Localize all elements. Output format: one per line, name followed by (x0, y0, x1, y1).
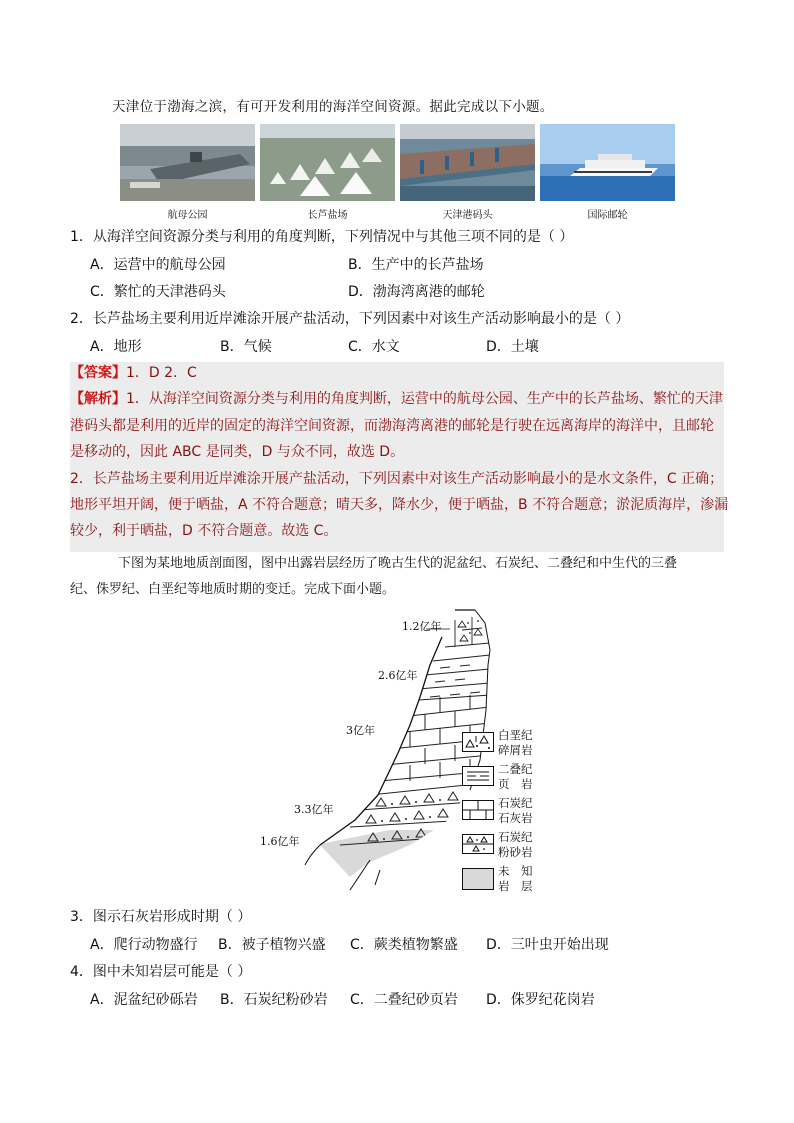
q4-option-a: A．泥盆纪砂砾岩 (90, 992, 198, 1008)
explain-line: 是移动的，因此 ABC 是同类，D 与众不同，故选 D。 (70, 444, 405, 460)
aircraft-carrier-photo (120, 124, 255, 201)
figure-legend (460, 728, 560, 896)
q2-option-c: C．水文 (348, 339, 400, 355)
answer-label: 【答案】 (70, 365, 126, 381)
q2-option-a: A．地形 (90, 339, 142, 355)
age-label-3-3: 3.3亿年 (294, 803, 334, 816)
legend-line-1: 石炭纪 (498, 830, 533, 844)
q3-option-d: D．三叶虫开始出现 (486, 937, 609, 953)
legend-line-1: 白垩纪 (498, 728, 533, 742)
photo-caption: 天津港码头 (442, 210, 493, 221)
answer-text: 1．D 2．C (126, 365, 197, 381)
question-3-stem: 3．图示石灰岩形成时期（ ） (70, 909, 252, 925)
explain-line: 地形平坦开阔，便于晒盐，A 不符合题意；晴天多，降水少，便于晒盐，B 不符合题意；淤泥质海岸，渗漏 (70, 497, 729, 513)
age-label-1-6: 1.6亿年 (260, 835, 300, 848)
port-terminal-photo (400, 124, 535, 201)
question-2-stem: 2．长芦盐场主要利用近岸滩涂开展产盐活动，下列因素中对该生产活动影响最小的是（ ） (70, 311, 630, 327)
photo-caption: 航母公园 (167, 210, 208, 221)
q3-option-b: B．被子植物兴盛 (218, 937, 326, 953)
q1-option-a: A．运营中的航母公园 (90, 257, 226, 273)
question-4-stem: 4．图中未知岩层可能是（ ） (70, 964, 252, 980)
q1-option-c: C．繁忙的天津港码头 (90, 284, 226, 300)
q4-option-b: B．石炭纪粉砂岩 (220, 992, 328, 1008)
unknown-layer-icon (462, 868, 494, 890)
explain-line: 2．长芦盐场主要利用近岸滩涂开展产盐活动，下列因素中对该生产活动影响最小的是水文条件，C 正确； (70, 471, 724, 487)
shale-icon (462, 766, 494, 786)
explain-label: 【解析】 (70, 391, 126, 407)
legend-line-2: 页 岩 (498, 777, 533, 791)
legend-line-1: 未 知 (498, 864, 533, 878)
legend-line-2: 碎屑岩 (498, 743, 533, 757)
q4-option-c: C．二叠纪砂页岩 (350, 992, 458, 1008)
q3-option-a: A．爬行动物盛行 (90, 937, 198, 953)
legend-line-1: 二叠纪 (498, 762, 533, 776)
siltstone-icon (462, 834, 494, 854)
q2-option-d: D．土壤 (486, 339, 539, 355)
legend-line-2: 粉砂岩 (498, 845, 533, 859)
photo-strip (120, 124, 676, 220)
q3-option-c: C．蕨类植物繁盛 (350, 937, 458, 953)
age-label-2-6: 2.6亿年 (378, 669, 418, 682)
clastic-rock-icon (462, 732, 494, 752)
q4-option-d: D．侏罗纪花岗岩 (486, 992, 595, 1008)
salt-field-photo (260, 124, 395, 201)
limestone-icon (462, 800, 494, 820)
q2-option-b: B．气候 (220, 339, 272, 355)
photo-caption: 长芦盐场 (307, 210, 348, 221)
passage-intro-2: 下图为某地地质剖面图，图中出露岩层经历了晚古生代的泥盆纪、石炭纪、二叠纪和中生代的三叠 (118, 556, 678, 571)
q1-option-d: D．渤海湾离港的邮轮 (348, 284, 485, 300)
legend-line-2: 石灰岩 (498, 811, 533, 825)
passage-intro-2: 纪、侏罗纪、白垩纪等地质时期的变迁。完成下面小题。 (70, 582, 396, 597)
passage-intro: 天津位于渤海之滨，有可开发利用的海洋空间资源。据此完成以下小题。 (112, 99, 554, 115)
explain-text: 1．从海洋空间资源分类与利用的角度判断，运营中的航母公园、生产中的长芦盐场、繁忙的天津 (126, 391, 723, 407)
answer-line (70, 364, 197, 382)
photo-caption: 国际邮轮 (587, 210, 628, 221)
cruise-ship-photo (540, 124, 675, 201)
q1-option-b: B．生产中的长芦盐场 (348, 257, 484, 273)
legend-line-2: 岩 层 (498, 879, 533, 893)
age-label-3: 3亿年 (346, 724, 375, 737)
explain-line (70, 390, 723, 408)
question-1-stem: 1．从海洋空间资源分类与利用的角度判断，下列情况中与其他三项不同的是（ ） (70, 229, 574, 245)
legend-line-1: 石炭纪 (498, 796, 533, 810)
explain-line: 较少，利于晒盐，D 不符合题意。故选 C。 (70, 523, 338, 539)
answer-box (70, 362, 729, 552)
age-label-1-2: 1.2亿年 (402, 620, 442, 633)
explain-line: 港码头都是利用的近岸的固定的海洋空间资源，而渤海湾离港的邮轮是行驶在远离海岸的海洋中，且邮轮 (70, 418, 714, 434)
